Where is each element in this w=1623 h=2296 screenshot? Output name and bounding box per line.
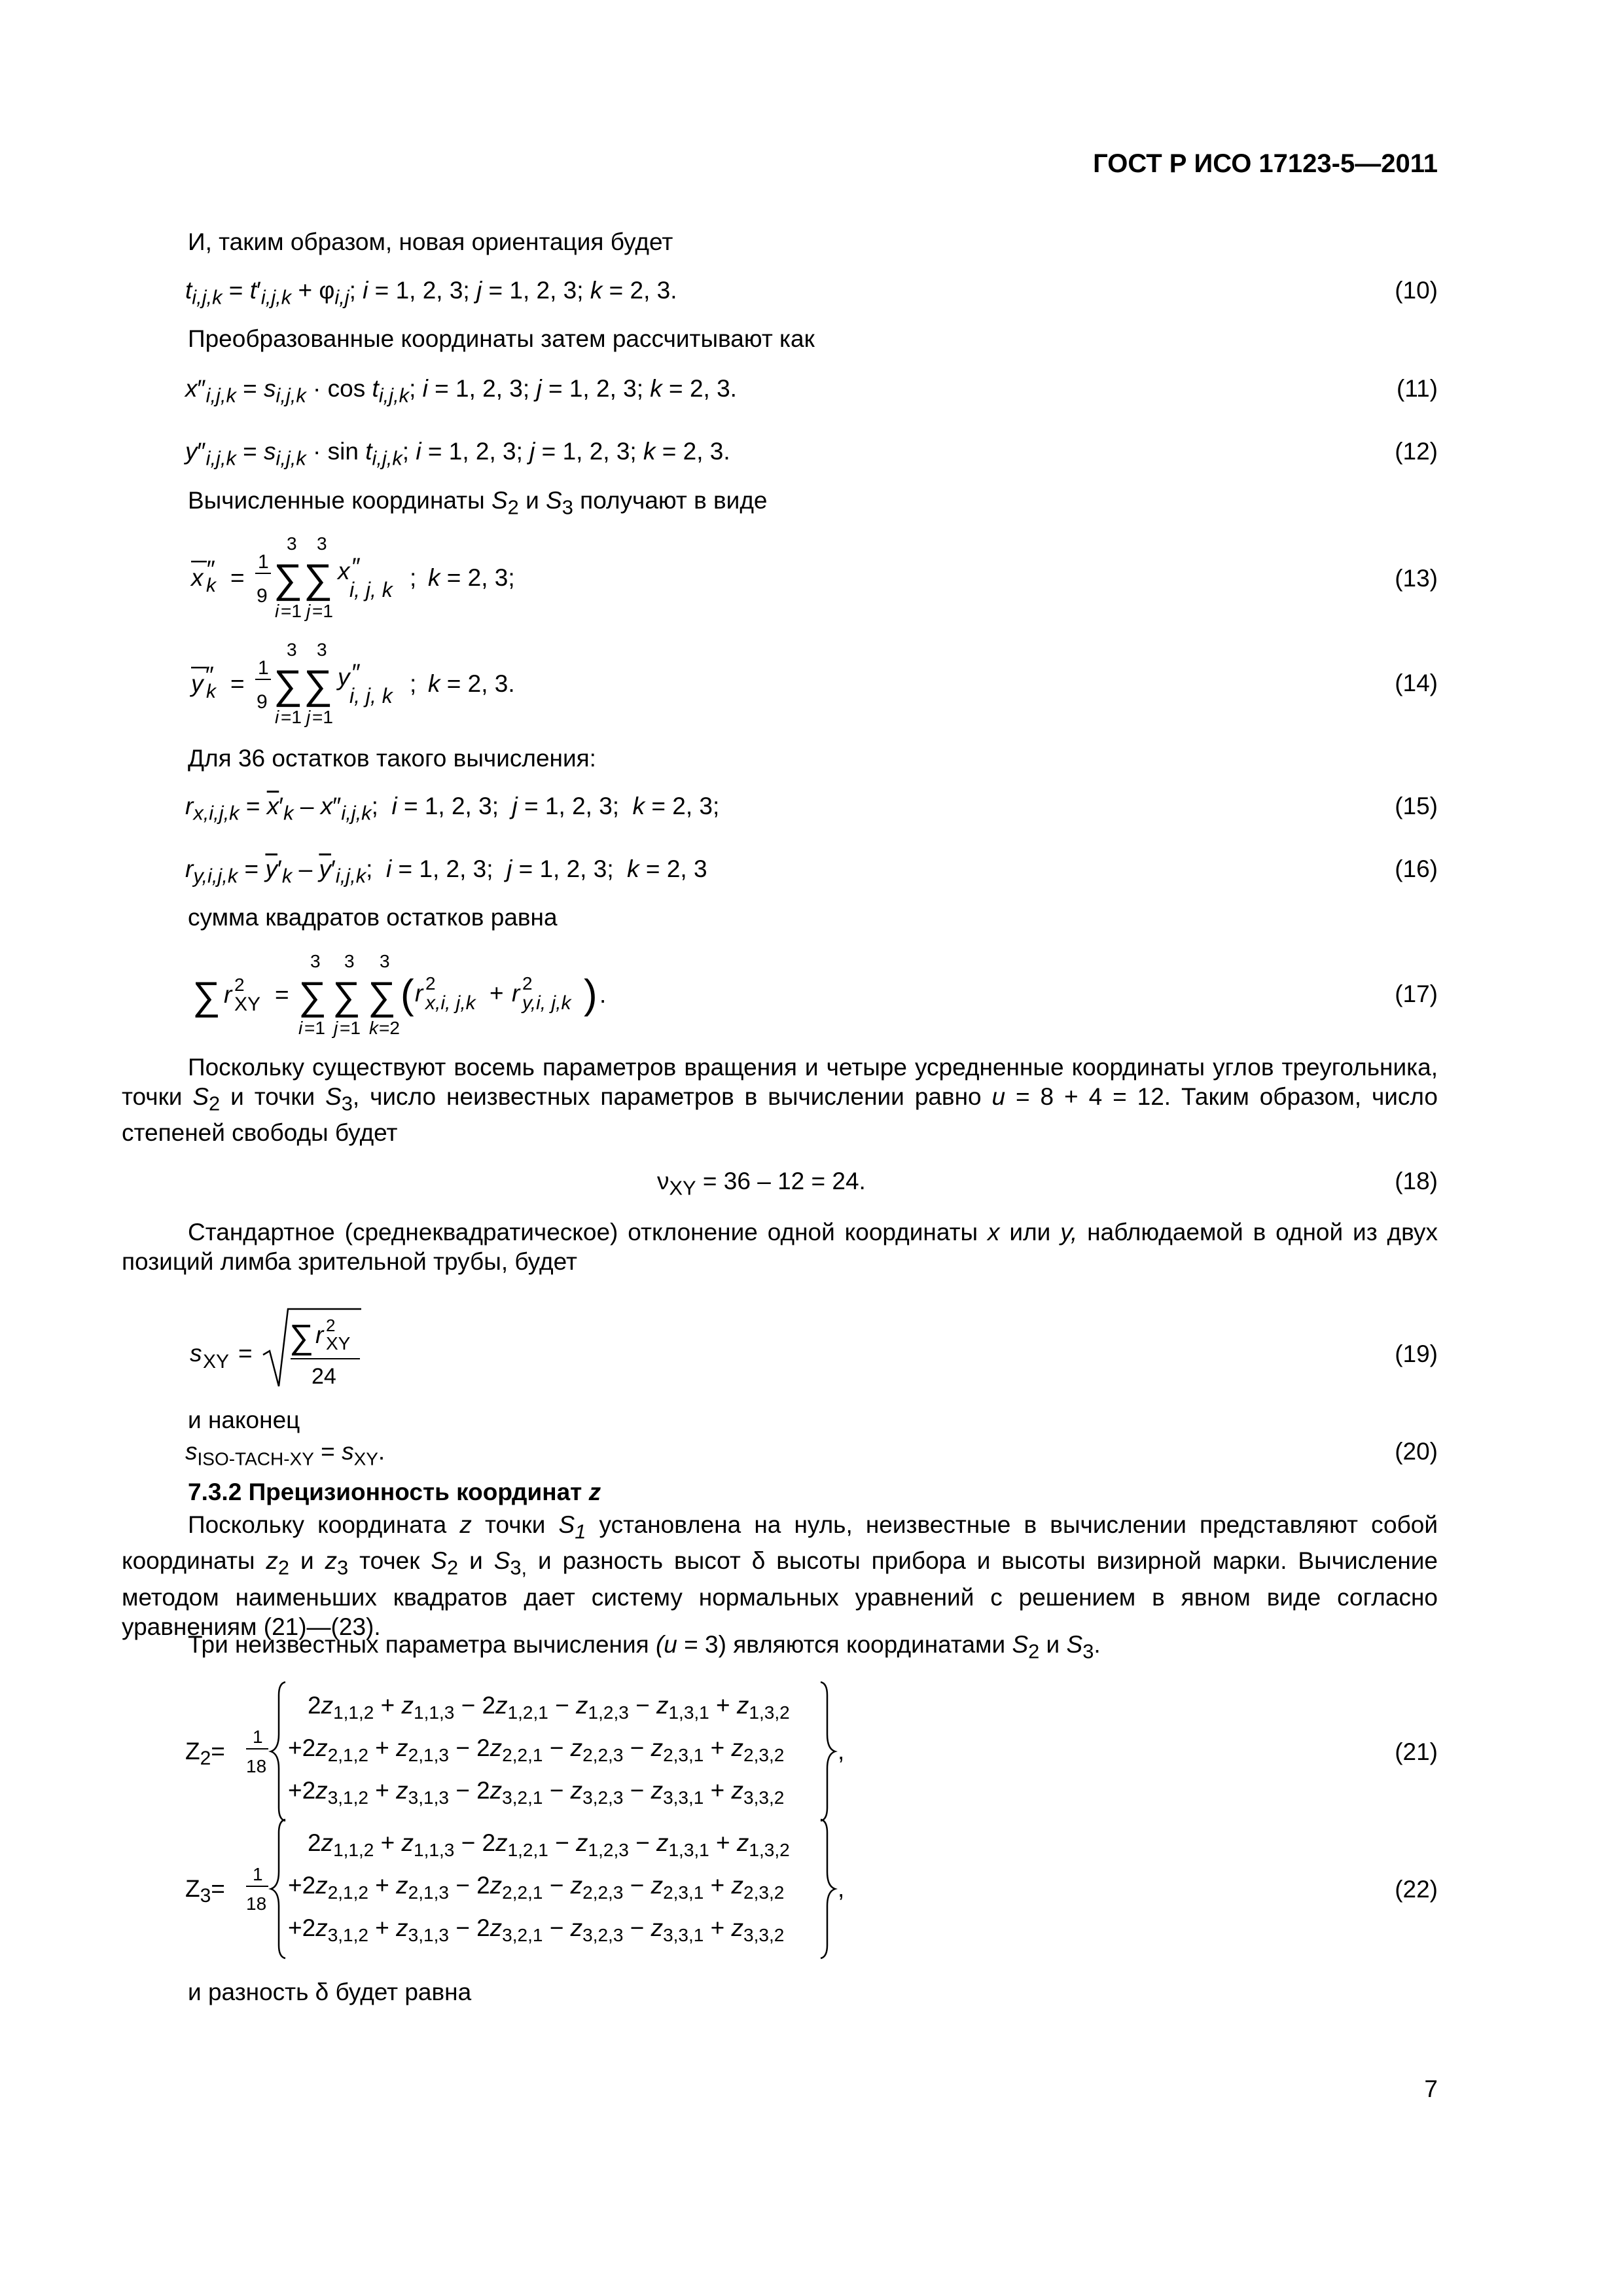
svg-text:,: ,: [838, 1875, 845, 1902]
finally-text: и наконец: [188, 1407, 300, 1433]
svg-text:∑: ∑: [304, 556, 333, 601]
page-number: 7: [1424, 2075, 1438, 2102]
svg-text:XY: XY: [203, 1351, 230, 1372]
equation-20: $s_{ISO-TACH-XY} = s_{XY}$.: [185, 1438, 385, 1469]
svg-text:∑: ∑: [298, 974, 327, 1018]
svg-text:3: 3: [317, 639, 327, 660]
svg-text:3: 3: [317, 533, 327, 554]
computed-coords-text: Вычисленные координаты $S_2$ и $S_3$ получают в виде: [188, 487, 768, 519]
svg-text:r: r: [315, 1321, 324, 1348]
svg-text:y,i, j,k: y,i, j,k: [522, 992, 571, 1014]
svg-text:x: x: [191, 564, 204, 591]
svg-text:k: k: [206, 681, 216, 702]
svg-text:;: ;: [410, 564, 417, 591]
svg-text:,: ,: [838, 1738, 845, 1765]
equation-number-22: (22): [1395, 1876, 1438, 1903]
svg-text:+2z3,1,2 + z3,1,3 − 2z3,2,1 −: $+2z_{3,1,2} + z_{3,1,3} - 2z_{3,2,1} - z_{3,2,3} - z_{3,3,1} + z_{3,3,2}$: [288, 1777, 785, 1808]
svg-text:=: =: [230, 564, 245, 591]
svg-text:k: k: [369, 1018, 378, 1038]
svg-text:;: ;: [410, 670, 417, 697]
svg-text:+: +: [490, 980, 504, 1007]
equation-number-20: (20): [1395, 1438, 1438, 1465]
svg-text:r: r: [415, 980, 423, 1007]
equation-number-11: (11): [1396, 375, 1438, 402]
equation-number-15: (15): [1395, 793, 1438, 819]
equation-16: $r_{y,i,j,k} = \overline{y}'_k - \overline{y}'_{i,j,k}$; i = 1, 2, 3; j = 1, 2, 3; k = 2, 3: [185, 855, 707, 888]
svg-text:+2z2,1,2 + z2,1,3 − 2z2,2,1 −: $+2z_{2,1,2} + z_{2,1,3} - 2z_{2,2,1} - z_{2,2,3} - z_{2,3,1} + z_{2,3,2}$: [288, 1872, 785, 1903]
svg-text:y: y: [191, 670, 204, 697]
svg-text:1: 1: [253, 1864, 263, 1884]
svg-text:j: j: [306, 707, 311, 727]
svg-text:=: =: [230, 670, 245, 697]
paragraph-three-params: Три неизвестных параметра вычисления (u = 3) являются координатами $S_2$ и $S_3$.: [188, 1631, 1101, 1663]
svg-text:2: 2: [326, 1316, 336, 1335]
svg-text:2: 2: [522, 973, 533, 994]
svg-text:1: 1: [253, 1727, 263, 1747]
delta-text: и разность δ будет равна: [188, 1979, 472, 2005]
svg-text:x,i, j,k: x,i, j,k: [425, 992, 476, 1014]
svg-text:∑: ∑: [274, 556, 303, 601]
svg-text:s: s: [190, 1340, 202, 1367]
svg-text:i, j, k: i, j, k: [349, 684, 393, 708]
paragraph-std-deviation: Стандартное (среднеквадратическое) отклонение одной координаты x или y, наблюдаемой в одной из двух позиций лимба зрительной трубы, будет: [122, 1219, 1438, 1275]
equation-12: $y''_{i,j,k} = s_{i,j,k} \cdot \sin t_{i,j,k}$; i = 1, 2, 3; j = 1, 2, 3; k = 2, 3.: [185, 438, 730, 470]
svg-text:2z1,1,2 + z1,1,3 − 2z1,2,1 − z: $2z_{1,1,2} + z_{1,1,3} - 2z_{1,2,1} - z_{1,2,3} - z_{1,3,1} + z_{1,3,2}$: [308, 1692, 790, 1723]
svg-text:j: j: [334, 1018, 338, 1038]
intro-orientation-text: И, таким образом, новая ориентация будет: [188, 228, 673, 255]
svg-text:∑: ∑: [192, 974, 221, 1018]
equation-number-12: (12): [1395, 438, 1438, 465]
equation-number-13: (13): [1395, 565, 1438, 592]
svg-text:″: ″: [351, 553, 360, 580]
svg-text:″: ″: [204, 662, 213, 689]
svg-text:9: 9: [257, 585, 268, 607]
svg-text:=2: =2: [379, 1018, 400, 1038]
svg-text:3: 3: [344, 951, 355, 971]
paragraph-parameters: Поскольку существуют восемь параметров вращения и четыре усредненные координаты углов треугольника, точки $S_2$ и точки $S_3$, число неизвестных параметров в вычислении равно u = 8 + 4 = 12. Таким образом, число степеней свободы будет: [122, 1054, 1438, 1147]
document-header: ГОСТ Р ИСО 17123-5—2011: [1093, 149, 1438, 178]
svg-text:3: 3: [380, 951, 390, 971]
svg-text:∑: ∑: [274, 662, 303, 708]
svg-text:=1: =1: [304, 1018, 325, 1038]
section-heading-7-3-2: 7.3.2 Прецизионность координат z: [188, 1479, 601, 1505]
equation-number-18: (18): [1395, 1168, 1438, 1194]
svg-text:+2z3,1,2 + z3,1,3 − 2z3,2,1 −: $+2z_{3,1,2} + z_{3,1,3} - 2z_{3,2,1} - z_{3,2,3} - z_{3,3,1} + z_{3,3,2}$: [288, 1914, 785, 1945]
svg-text:3: 3: [287, 639, 297, 660]
svg-text:j: j: [306, 601, 311, 621]
svg-text:=1: =1: [281, 601, 302, 621]
equation-number-16: (16): [1395, 855, 1438, 882]
svg-text:i: i: [298, 1018, 303, 1038]
svg-text:″: ″: [351, 659, 360, 686]
svg-text:3: 3: [310, 951, 321, 971]
equation-10: $t_{i,j,k} = t'_{i,j,k} + \varphi_{i,j}$; i = 1, 2, 3; j = 1, 2, 3; k = 2, 3.: [185, 277, 677, 309]
svg-text:XY: XY: [326, 1333, 351, 1354]
svg-text:i, j, k: i, j, k: [349, 578, 393, 601]
transformed-coords-text: Преобразованные координаты затем рассчитывают как: [188, 325, 815, 352]
equation-number-10: (10): [1395, 277, 1438, 304]
svg-text:i: i: [275, 601, 279, 621]
equation-number-19: (19): [1395, 1340, 1438, 1367]
svg-text:=: =: [275, 981, 289, 1008]
svg-text:x: x: [338, 558, 350, 584]
svg-text:2: 2: [425, 973, 436, 994]
equation-18: $\nu_{XY} = 36 - 12 = 24$.: [657, 1168, 866, 1200]
svg-text:24: 24: [312, 1364, 336, 1389]
svg-text:=1: =1: [312, 601, 333, 621]
svg-text:9: 9: [257, 691, 268, 713]
sum-squares-text: сумма квадратов остатков равна: [188, 904, 558, 931]
svg-text:y: y: [338, 664, 350, 691]
svg-text:Z2=: $Z_2=$: [185, 1738, 225, 1769]
equation-number-21: (21): [1395, 1738, 1438, 1765]
equation-number-17: (17): [1395, 980, 1438, 1007]
equation-15: $r_{x,i,j,k} = \overline{x}'_k - x''_{i,j,k}$; i = 1, 2, 3; j = 1, 2, 3; k = 2, 3;: [185, 793, 720, 825]
svg-text:+2z2,1,2 + z2,1,3 − 2z2,2,1 −: $+2z_{2,1,2} + z_{2,1,3} - 2z_{2,2,1} - z_{2,2,3} - z_{2,3,1} + z_{2,3,2}$: [288, 1734, 785, 1765]
svg-text:): ): [584, 972, 597, 1017]
svg-text:18: 18: [246, 1756, 267, 1776]
svg-text:i: i: [275, 707, 279, 727]
svg-text:k: k: [206, 575, 216, 596]
paragraph-z-coordinates: Поскольку координата z точки $S_1$ установлена на нуль, неизвестные в вычислении представляют собой координаты $z_2$ и $z_3$ точек $S_2$ и $S_{3,}$ и разность высот δ высоты прибора и высоты визирной марки. Вычисление методом наименьших квадратов дает систему нормальных уравнений с решением в явном виде согласно уравнениям (21)—(23).: [122, 1511, 1438, 1640]
svg-text:∑: ∑: [304, 662, 333, 708]
svg-text:2: 2: [234, 975, 245, 995]
svg-text:=1: =1: [312, 707, 333, 727]
svg-text:k = 2, 3;: k = 2, 3;: [428, 564, 515, 591]
svg-text:=: =: [238, 1340, 253, 1367]
svg-text:3: 3: [287, 533, 297, 554]
svg-text:1: 1: [258, 551, 269, 573]
svg-text:r: r: [512, 980, 520, 1007]
svg-text:∑: ∑: [368, 974, 396, 1018]
svg-text:k = 2, 3.: k = 2, 3.: [428, 670, 515, 697]
svg-text:=1: =1: [281, 707, 302, 727]
svg-text:XY: XY: [234, 994, 261, 1015]
svg-text:2z1,1,2 + z1,1,3 − 2z1,2,1 − z: $2z_{1,1,2} + z_{1,1,3} - 2z_{1,2,1} - z_{1,2,3} - z_{1,3,1} + z_{1,3,2}$: [308, 1829, 790, 1860]
svg-text:∑: ∑: [289, 1318, 314, 1356]
svg-text:Z3=: $Z_3=$: [185, 1875, 225, 1907]
equation-11: $x''_{i,j,k} = s_{i,j,k} \cdot \cos t_{i,j,k}$; i = 1, 2, 3; j = 1, 2, 3; k = 2, 3.: [185, 375, 737, 407]
svg-text:.: .: [599, 981, 607, 1008]
equation-number-14: (14): [1395, 670, 1438, 696]
svg-text:r: r: [224, 981, 232, 1008]
svg-text:(: (: [401, 972, 414, 1017]
svg-text:″: ″: [205, 556, 215, 583]
residuals-text: Для 36 остатков такого вычисления:: [188, 745, 596, 772]
svg-text:=1: =1: [340, 1018, 361, 1038]
svg-text:18: 18: [246, 1893, 267, 1914]
svg-text:∑: ∑: [332, 974, 361, 1018]
svg-text:1: 1: [258, 657, 269, 679]
